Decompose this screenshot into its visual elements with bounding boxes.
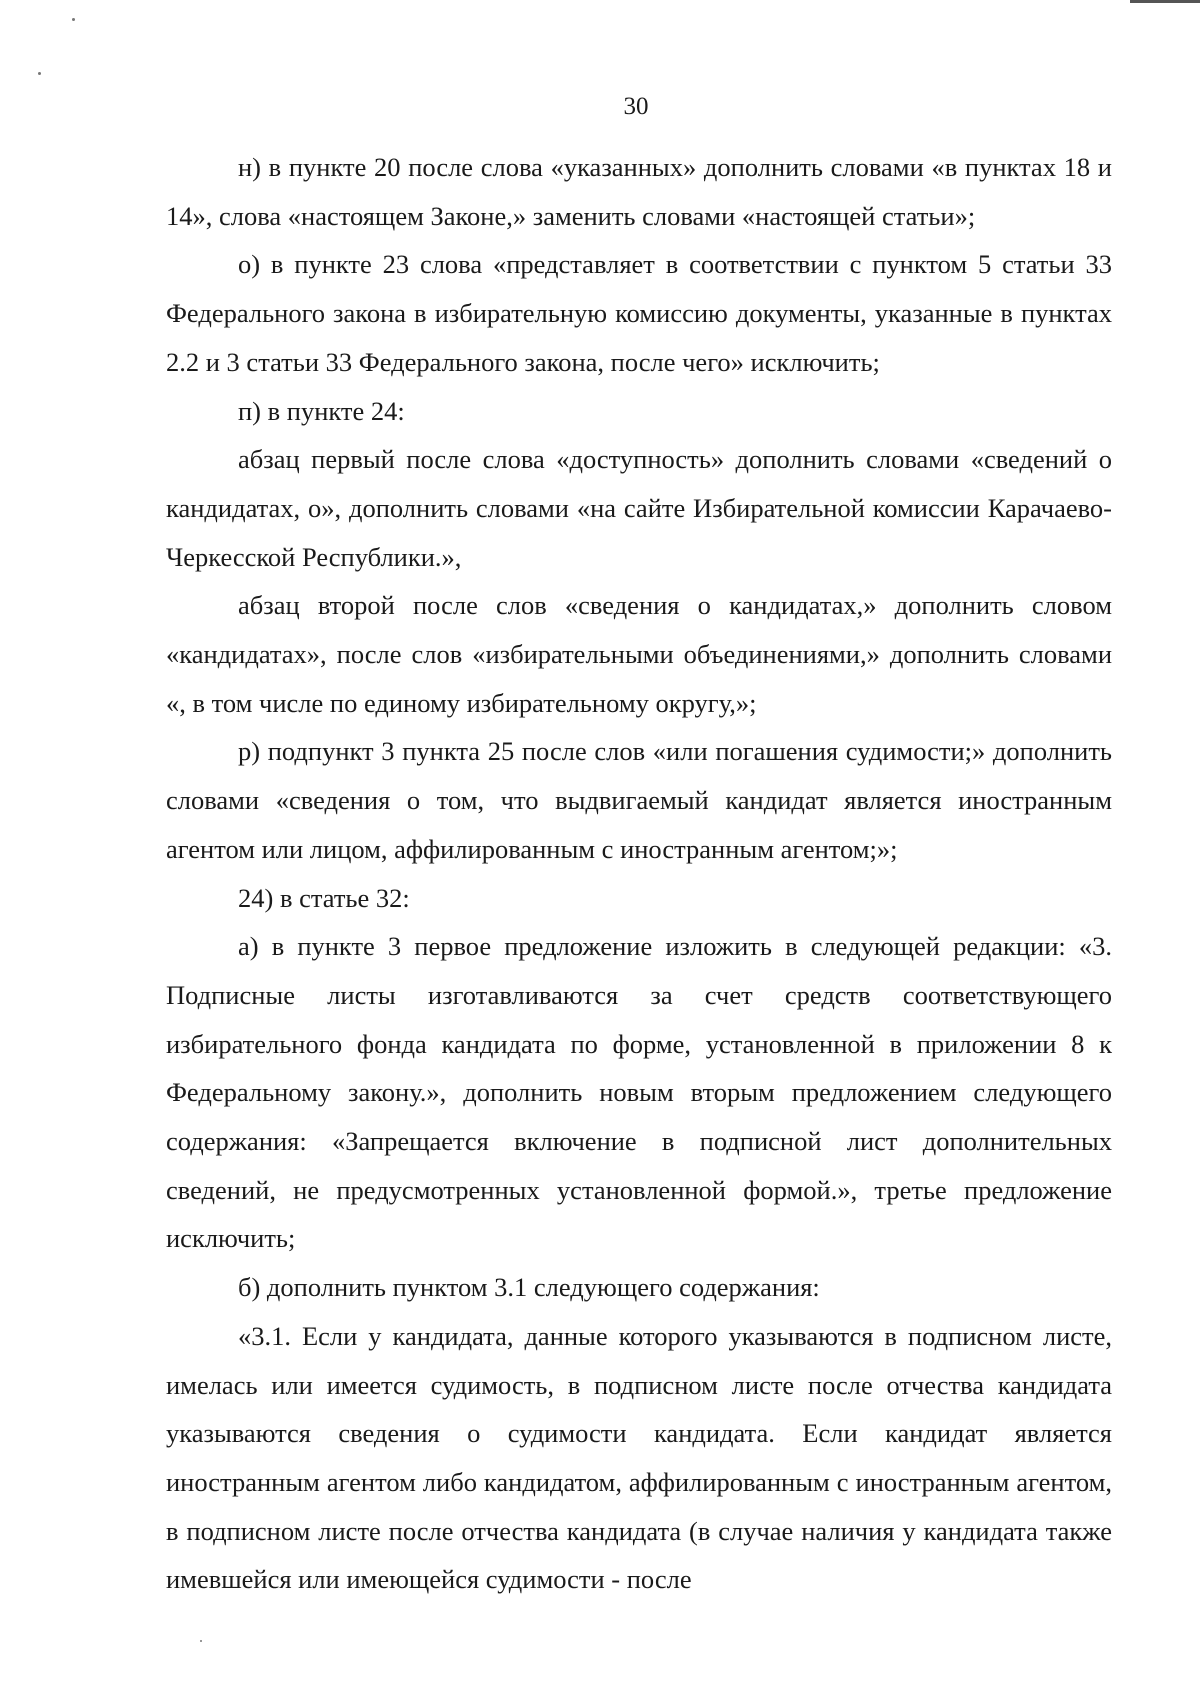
paragraph: о) в пункте 23 слова «представляет в соответствии с пунктом 5 статьи 33 Федерального закона в избирательную комиссию документы, указанные в пунктах 2.2 и 3 статьи 33 Федерального закона, после чего» исключить; [166,249,1112,377]
scan-speck [200,1640,202,1642]
paragraph: б) дополнить пунктом 3.1 следующего содержания: [238,1272,820,1303]
scan-speck [72,18,75,21]
scan-edge-mark [1130,0,1200,3]
scan-speck [38,72,41,75]
paragraph: «3.1. Если у кандидата, данные которого указываются в подписном листе, имелась или имеется судимость, в подписном листе после отчества кандидата указываются сведения о судимости кандидата. Если кандидат является иностранным агентом либо кандидатом, аффилированным с иностранным агентом, в подписном листе после отчества кандидата (в случае наличия у кандидата также имевшейся или имеющейся судимости - после [166,1320,1112,1595]
paragraph: 24) в статье 32: [238,882,410,913]
paragraph: абзац первый после слова «доступность» дополнить словами «сведений о кандидатах, о», дополнить словами «на сайте Избирательной комиссии Карачаево-Черкесской Республики.», [166,444,1112,572]
paragraph: п) в пункте 24: [238,395,405,426]
page-number: 30 [623,93,649,120]
paragraph: н) в пункте 20 после слова «указанных» дополнить словами «в пунктах 18 и 14», слова «настоящем Законе,» заменить словами «настоящей статьи»; [166,152,1112,231]
paragraph: р) подпункт 3 пункта 25 после слов «или погашения судимости;» дополнить словами «сведения о том, что выдвигаемый кандидат является иностранным агентом или лицом, аффилированным с иностранным агентом;»; [166,736,1112,864]
paragraph: абзац второй после слов «сведения о кандидатах,» дополнить словом «кандидатах», после слов «избирательными объединениями,» дополнить словами «, в том числе по единому избирательному округу,»; [166,590,1112,718]
paragraph: а) в пункте 3 первое предложение изложить в следующей редакции: «3. Подписные листы изготавливаются за счет средств соответствующего избирательного фонда кандидата по форме, установленной в приложении 8 к Федеральному закону.», дополнить новым вторым предложением следующего содержания: «Запрещается включение в подписной лист дополнительных сведений, не предусмотренных установленной формой.», третье предложение исключить; [166,931,1112,1254]
document-body [166,143,1112,1604]
